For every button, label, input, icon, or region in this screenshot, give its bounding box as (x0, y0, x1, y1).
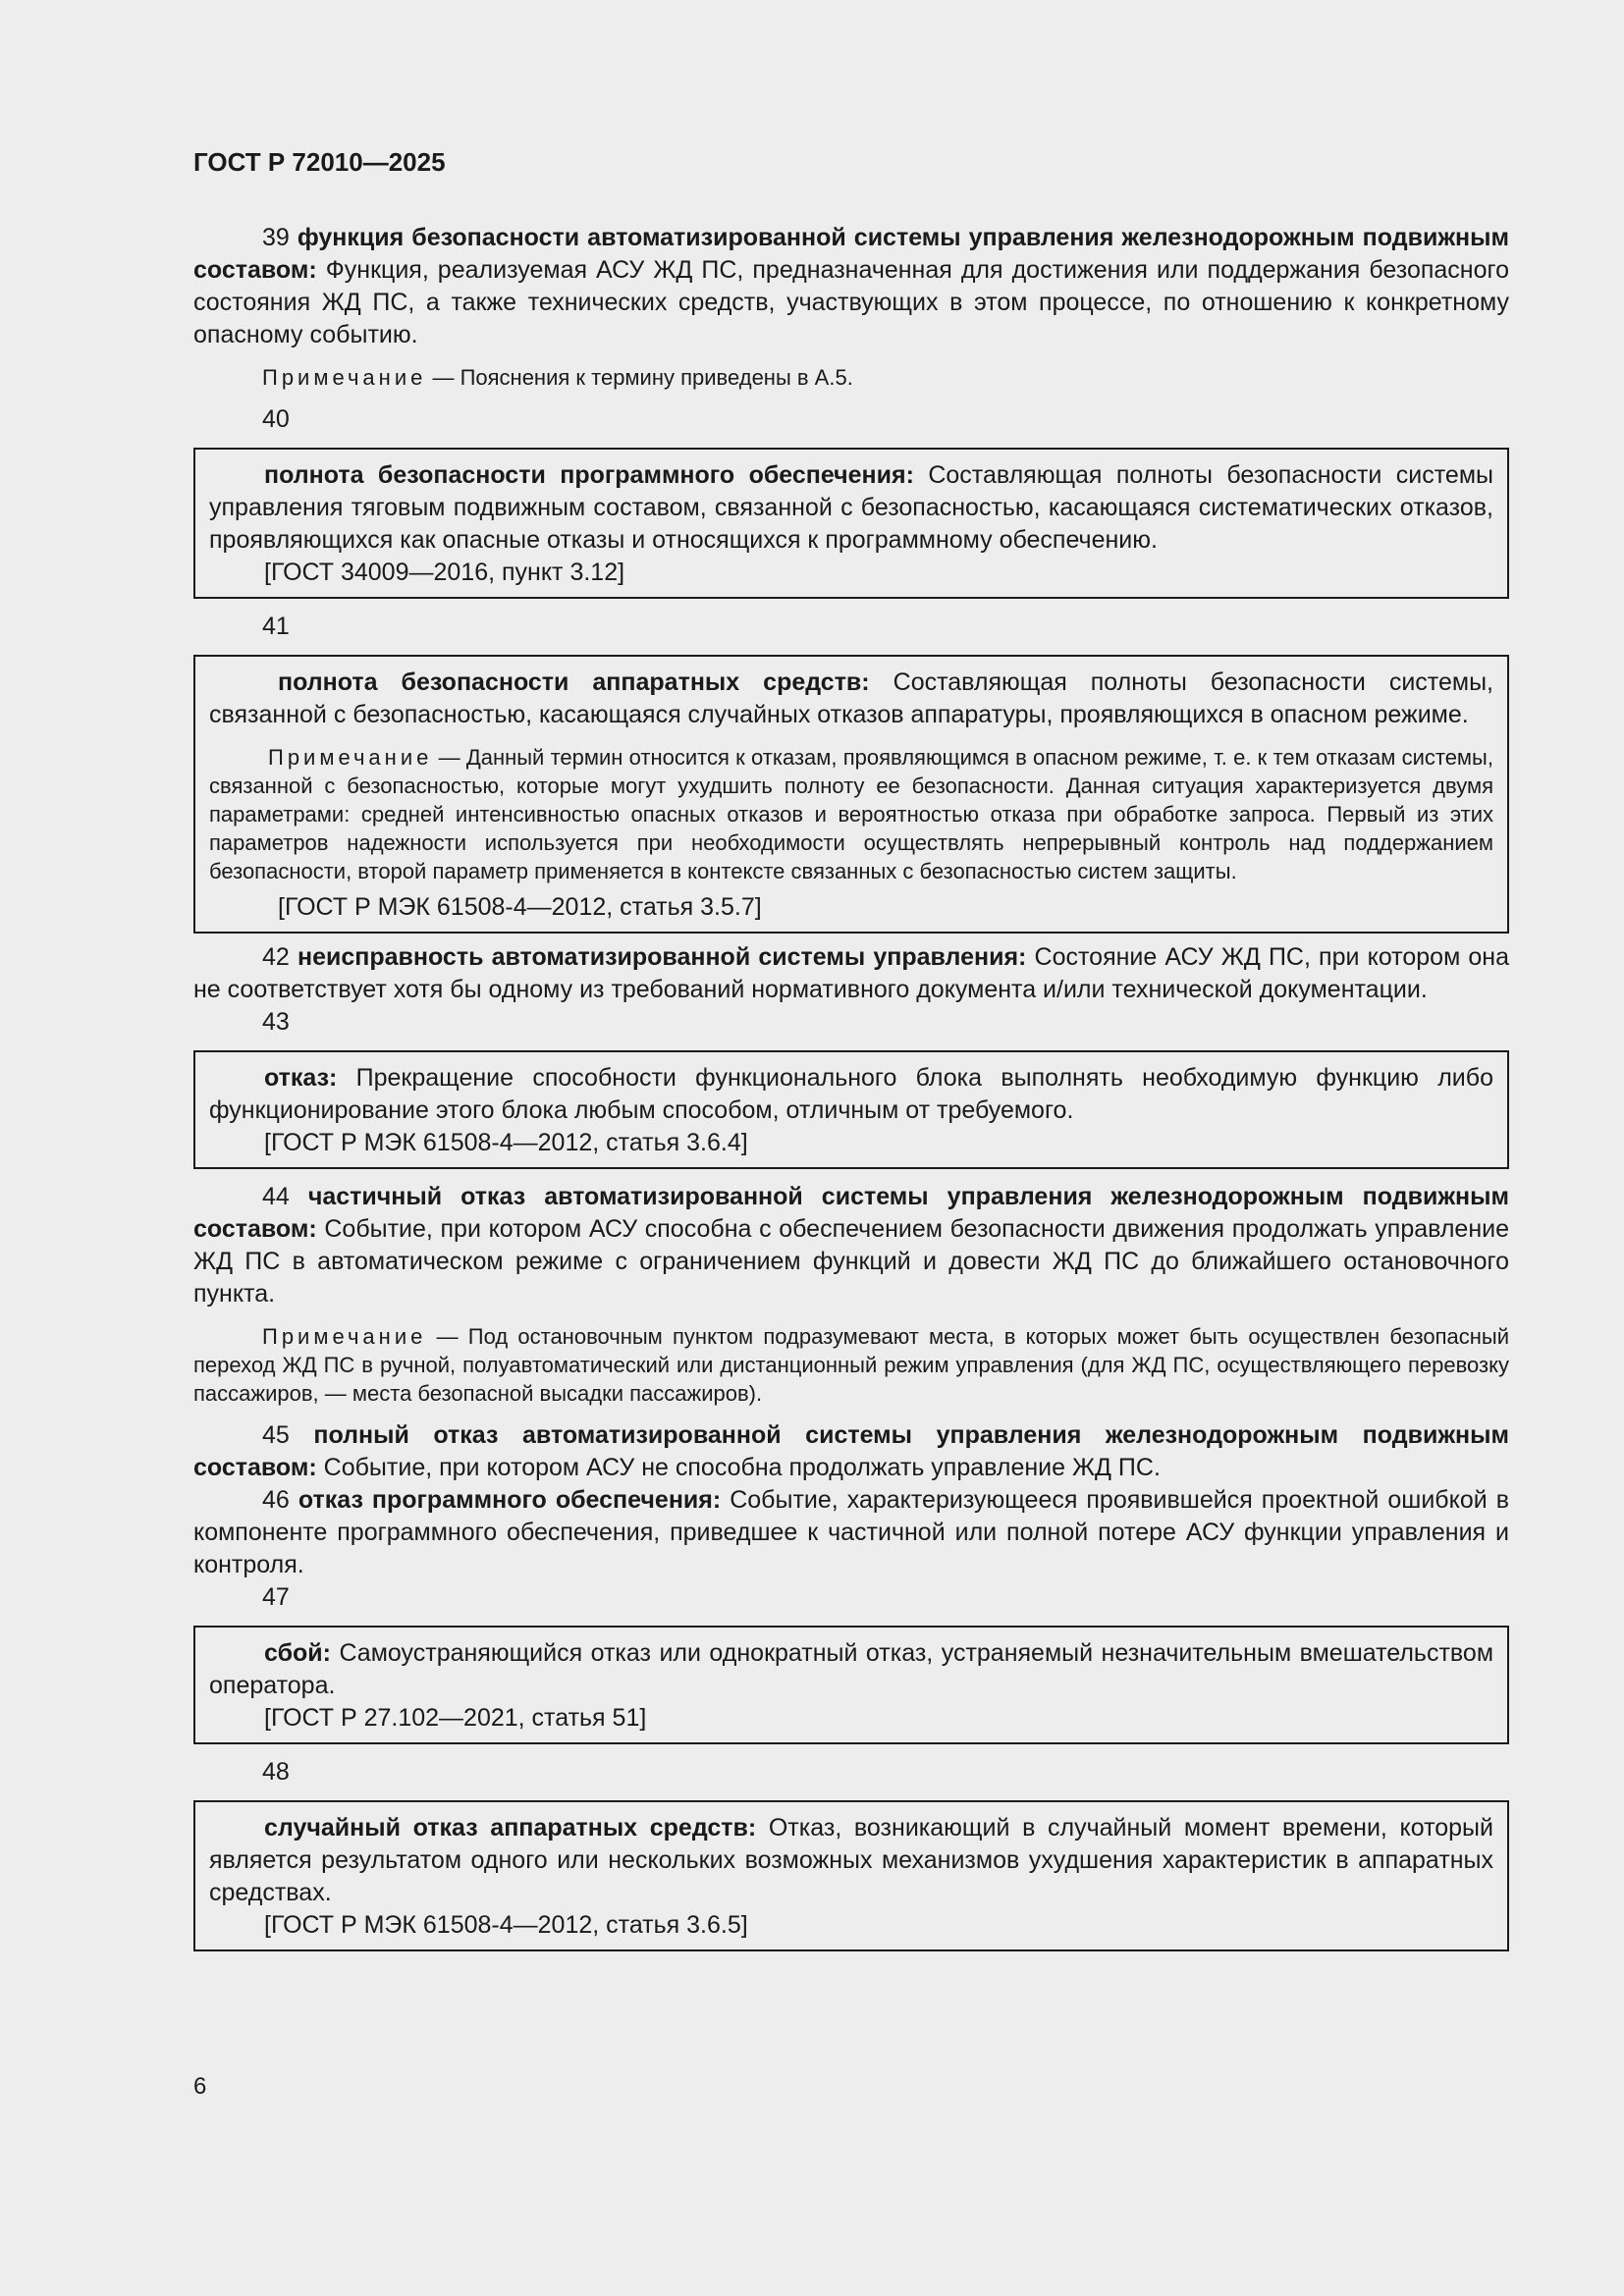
term-definition: Самоустраняющийся отказ или однократный отказ, устраняемый незначительным вмешательством оператора. (209, 1639, 1494, 1699)
term-title: функция безопасности автоматизированной системы управления железнодорожным подвижным составом: (193, 224, 1509, 284)
term-definition: Прекращение способности функционального блока выполнять необходимую функцию либо функционирование этого блока любым способом, отличным от требуемого. (209, 1064, 1493, 1124)
term-41 (209, 667, 1493, 731)
term-title: сбой: (264, 1639, 331, 1667)
term-definition: Событие, характеризующееся проявившейся проектной ошибкой в компоненте программного обеспечения, приведшее к частичной или полной потере АСУ функции управления и контроля. (193, 1486, 1509, 1578)
term-definition: Отказ, возникающий в случайный момент времени, который является результатом одного или нескольких возможных механизмов ухудшения характеристик в аппаратных средствах. (209, 1814, 1493, 1906)
term-definition: Составляющая полноты безопасности системы, связанной с безопасностью, касающаяся случайных отказов аппаратуры, проявляющихся в опасном режиме. (209, 668, 1493, 728)
term-45 (193, 1419, 1509, 1484)
term-title: полнота безопасности программного обеспечения: (264, 461, 914, 489)
term-number: 39 (262, 224, 290, 251)
term-46 (193, 1484, 1509, 1581)
page-number: 6 (193, 2073, 207, 2100)
term-47-source: [ГОСТ Р 27.102—2021, статья 51] (264, 1704, 647, 1732)
term-47 (209, 1637, 1493, 1702)
term-title: отказ программного обеспечения: (298, 1486, 722, 1514)
term-title: полнота безопасности аппаратных средств: (278, 668, 870, 696)
note-label: Примечание (262, 365, 427, 390)
term-title: отказ: (264, 1064, 338, 1092)
term-definition: Составляющая полноты безопасности системы управления тяговым подвижным составом, связанной с безопасностью, касающаяся систематических отказов, проявляющихся как опасные отказы и относящихся к программному обеспечению. (209, 461, 1493, 554)
term-title: неисправность автоматизированной системы управления: (297, 943, 1027, 971)
document-header: ГОСТ Р 72010—2025 (193, 147, 446, 177)
note-label: Примечание (262, 1324, 427, 1349)
term-48 (209, 1812, 1493, 1909)
term-number-41: 41 (262, 613, 290, 640)
term-title: полный отказ автоматизированной системы управления железнодорожным подвижным составом: (193, 1421, 1510, 1481)
document-body (193, 222, 1509, 1951)
term-title: частичный отказ автоматизированной системы управления железнодорожным подвижным составом: (193, 1183, 1509, 1243)
term-44 (193, 1181, 1509, 1310)
term-definition: Состояние АСУ ЖД ПС, при котором она не соответствует хотя бы одному из требований нормативного документа и/или технической документации. (193, 943, 1510, 1003)
term-number-43: 43 (262, 1008, 290, 1036)
term-definition: Событие, при котором АСУ не способна продолжать управление ЖД ПС. (323, 1454, 1161, 1481)
term-number: 44 (262, 1183, 290, 1210)
note-text: — Данный термин относится к отказам, проявляющимся в опасном режиме, т. е. к тем отказам системы, связанной с безопасностью, которые могут ухудшить полноту ее безопасности. Данная ситуация характеризуется двумя параметрами: средней интенсивностью опасных отказов и вероятностью отказа при обработке запроса. Первый из этих параметров надежности используется при необходимости осуществлять непрерывный контроль над поддержанием безопасности, второй параметр применяется в контексте связанных с безопасностью систем защиты. (209, 745, 1493, 883)
note-text: — Под остановочным пунктом подразумевают места, в которых может быть осуществлен безопасный переход ЖД ПС в ручной, полуавтоматический или дистанционный режим управления (для ЖД ПС, осуществляющего перевозку пассажиров, — места безопасной высадки пассажиров). (193, 1324, 1509, 1406)
term-39 (193, 222, 1509, 351)
term-47-box (193, 1626, 1509, 1744)
term-41-note (209, 743, 1493, 885)
term-40-box (193, 448, 1509, 599)
term-42 (193, 941, 1509, 1006)
term-number-48: 48 (262, 1758, 290, 1786)
term-definition: Функция, реализуемая АСУ ЖД ПС, предназначенная для достижения или поддержания безопасного состояния ЖД ПС, а также технических средств, участвующих в этом процессе, по отношению к конкретному опасному событию. (193, 256, 1509, 348)
term-41-source: [ГОСТ Р МЭК 61508-4—2012, статья 3.5.7] (278, 893, 762, 921)
note-text: — Пояснения к термину приведены в А.5. (432, 365, 853, 390)
term-number: 45 (262, 1421, 290, 1449)
term-title: случайный отказ аппаратных средств: (264, 1814, 757, 1842)
note-label: Примечание (268, 745, 433, 770)
term-39-note (193, 363, 1509, 392)
term-definition: Событие, при котором АСУ способна с обеспечением безопасности движения продолжать управление ЖД ПС в автоматическом режиме с ограничением функций и довести ЖД ПС до ближайшего остановочного пункта. (193, 1215, 1509, 1308)
term-48-source: [ГОСТ Р МЭК 61508-4—2012, статья 3.6.5] (264, 1911, 748, 1939)
term-48-box (193, 1800, 1509, 1951)
term-43-source: [ГОСТ Р МЭК 61508-4—2012, статья 3.6.4] (264, 1129, 748, 1156)
term-44-note (193, 1322, 1509, 1408)
term-number: 46 (262, 1486, 290, 1514)
term-40-source: [ГОСТ 34009—2016, пункт 3.12] (264, 559, 625, 586)
term-number-40: 40 (262, 405, 290, 433)
term-43-box (193, 1050, 1509, 1169)
term-40 (209, 459, 1493, 557)
term-number-47: 47 (262, 1583, 290, 1611)
term-41-box (193, 655, 1509, 934)
term-number: 42 (262, 943, 290, 971)
term-43 (209, 1062, 1493, 1127)
